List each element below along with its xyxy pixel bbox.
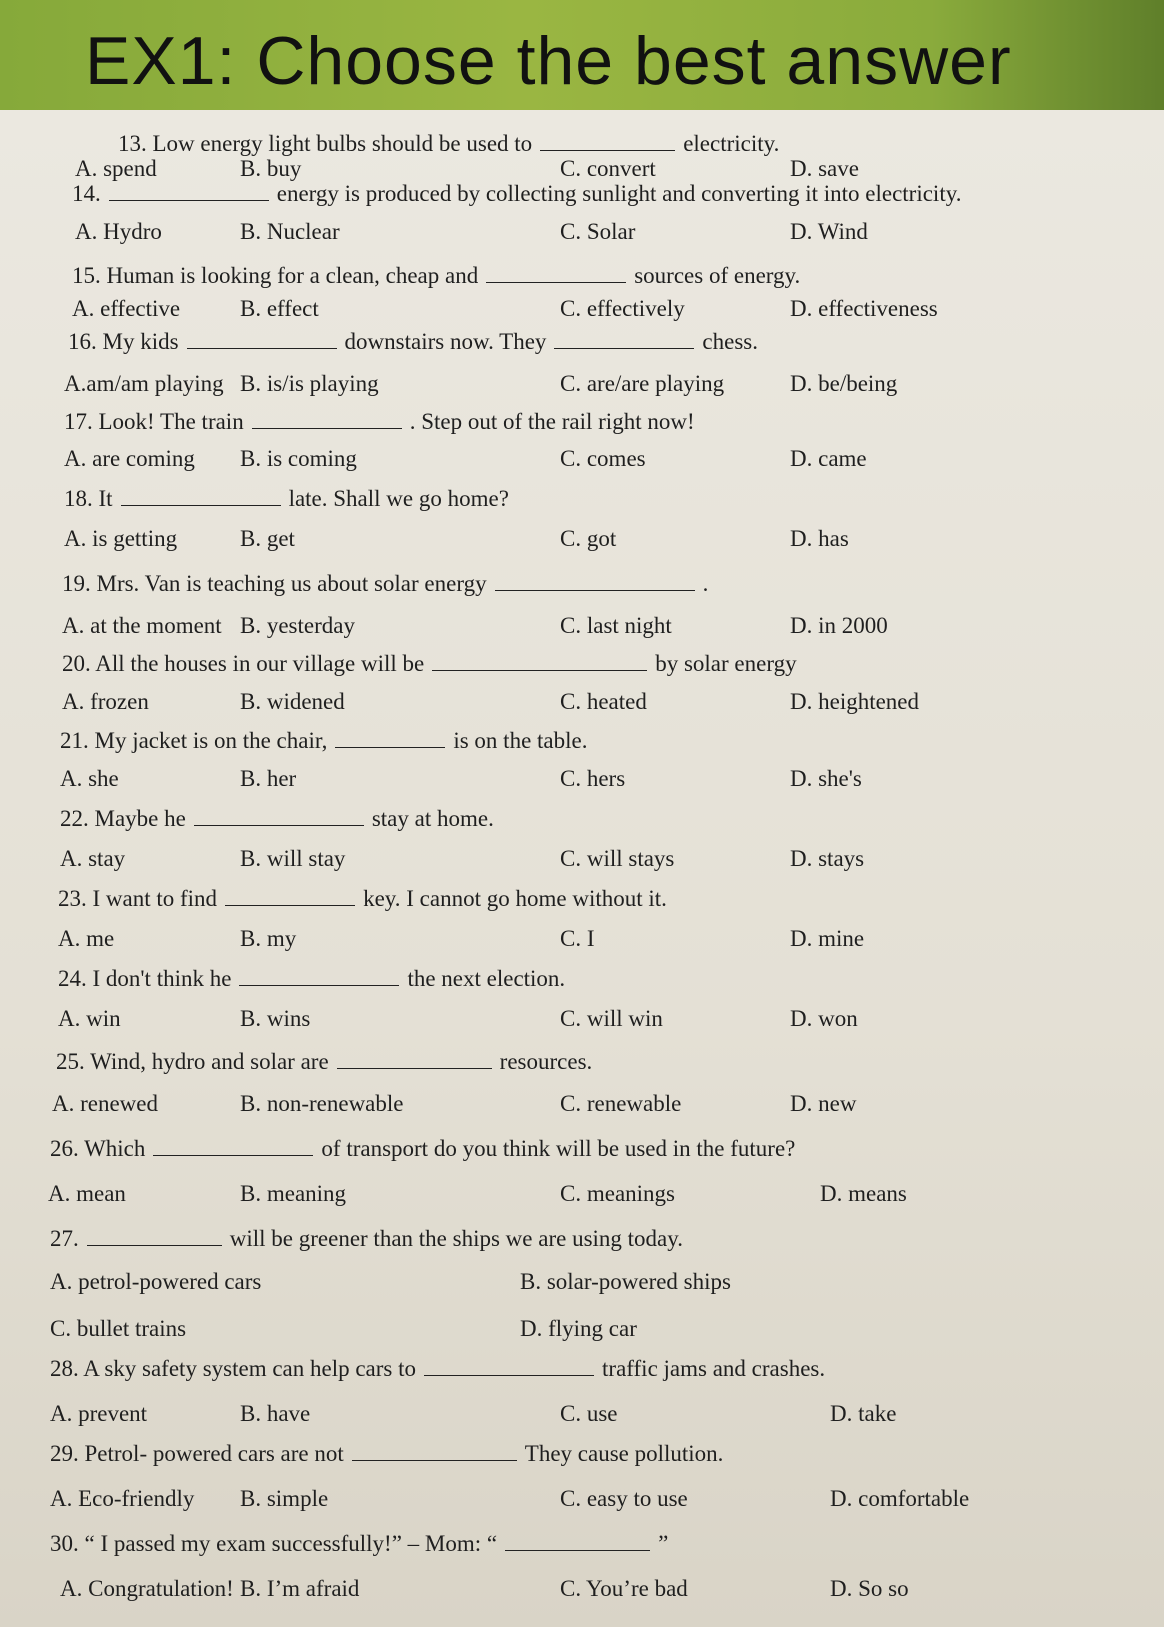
option-23-b[interactable]: B. my: [240, 926, 297, 951]
option-24-c[interactable]: C. will win: [560, 1006, 663, 1031]
answer-blank[interactable]: [121, 485, 281, 506]
question-text-part: . Step out of the rail right now!: [409, 409, 695, 434]
option-17-b[interactable]: B. is coming: [240, 446, 357, 471]
option-13-b[interactable]: B. buy: [240, 156, 302, 181]
option-25-c[interactable]: C. renewable: [560, 1091, 682, 1116]
option-30-d[interactable]: D. So so: [830, 1576, 909, 1601]
question-25-stem: [56, 1048, 592, 1076]
question-text-part: the next election.: [407, 966, 566, 991]
option-29-d[interactable]: D. comfortable: [830, 1486, 970, 1511]
question-21-stem: [60, 727, 587, 755]
option-15-b[interactable]: B. effect: [240, 296, 319, 321]
question-text-part: 30. “ I passed my exam successfully!” – Mom: “: [50, 1531, 498, 1556]
option-28-a[interactable]: A. prevent: [50, 1401, 148, 1426]
option-16-c[interactable]: C. are/are playing: [560, 371, 725, 396]
question-text-part: resources.: [499, 1049, 593, 1074]
option-26-d[interactable]: D. means: [820, 1181, 907, 1206]
option-20-b[interactable]: B. widened: [240, 689, 345, 714]
answer-blank[interactable]: [335, 727, 445, 748]
question-text-part: 26. Which: [50, 1136, 146, 1161]
answer-blank[interactable]: [505, 1530, 650, 1551]
option-21-c[interactable]: C. hers: [560, 766, 626, 791]
option-26-c[interactable]: C. meanings: [560, 1181, 675, 1206]
option-16-d[interactable]: D. be/being: [790, 371, 898, 396]
option-23-c[interactable]: C. I: [560, 926, 595, 951]
answer-blank[interactable]: [554, 328, 694, 349]
answer-blank[interactable]: [194, 805, 364, 826]
option-22-b[interactable]: B. will stay: [240, 846, 346, 871]
answer-blank[interactable]: [153, 1135, 313, 1156]
question-text-part: They cause pollution.: [524, 1441, 724, 1466]
option-14-d[interactable]: D. Wind: [790, 219, 868, 244]
question-16-stem: [68, 328, 758, 356]
question-text-part: traffic jams and crashes.: [602, 1356, 826, 1381]
question-19-stem: [62, 570, 708, 598]
option-16-a[interactable]: A.am/am playing: [64, 371, 224, 396]
option-25-d[interactable]: D. new: [790, 1091, 857, 1116]
option-24-a[interactable]: A. win: [58, 1006, 121, 1031]
answer-blank[interactable]: [225, 885, 355, 906]
option-19-c[interactable]: C. last night: [560, 613, 672, 638]
question-text-part: of transport do you think will be used in the future?: [321, 1136, 796, 1161]
question-text-part: 13. Low energy light bulbs should be used to: [118, 131, 533, 156]
question-30-stem: [50, 1530, 668, 1558]
answer-blank[interactable]: [352, 1440, 517, 1461]
question-text-part: 22. Maybe he: [60, 806, 186, 831]
question-text-part: ”: [658, 1531, 669, 1556]
option-25-a[interactable]: A. renewed: [52, 1091, 159, 1116]
question-13-stem: [118, 130, 779, 158]
question-26-stem: [50, 1135, 795, 1163]
option-29-c[interactable]: C. easy to use: [560, 1486, 688, 1511]
question-text-part: 23. I want to find: [58, 886, 218, 911]
option-26-a[interactable]: A. mean: [48, 1181, 126, 1206]
question-text-part: 17. Look! The train: [64, 409, 244, 434]
question-28-stem: [50, 1355, 825, 1383]
question-22-stem: [60, 805, 494, 833]
option-15-c[interactable]: C. effectively: [560, 296, 685, 321]
option-30-b[interactable]: B. I’m afraid: [240, 1576, 360, 1601]
question-18-stem: [64, 485, 509, 513]
option-24-b[interactable]: B. wins: [240, 1006, 311, 1031]
question-text-part: 29. Petrol- powered cars are not: [50, 1441, 344, 1466]
option-14-c[interactable]: C. Solar: [560, 219, 636, 244]
option-25-b[interactable]: B. non-renewable: [240, 1091, 404, 1116]
option-30-c[interactable]: C. You’re bad: [560, 1576, 688, 1601]
question-14-stem: [72, 180, 961, 208]
option-19-d[interactable]: D. in 2000: [790, 613, 888, 638]
option-18-d[interactable]: D. has: [790, 526, 849, 551]
question-text-part: 18. It: [64, 486, 113, 511]
question-text-part: 28. A sky safety system can help cars to: [50, 1356, 417, 1381]
option-14-b[interactable]: B. Nuclear: [240, 219, 340, 244]
option-15-a[interactable]: A. effective: [72, 296, 181, 321]
question-text-part: chess.: [702, 329, 758, 354]
option-13-a[interactable]: A. spend: [75, 156, 157, 181]
question-text-part: 21. My jacket is on the chair,: [60, 728, 328, 753]
option-27-d[interactable]: D. flying car: [520, 1316, 637, 1341]
option-19-b[interactable]: B. yesterday: [240, 613, 355, 638]
option-18-c[interactable]: C. got: [560, 526, 617, 551]
question-text-part: sources of energy.: [634, 263, 801, 288]
question-27-stem: [50, 1225, 683, 1253]
option-17-a[interactable]: A. are coming: [64, 446, 195, 471]
option-29-b[interactable]: B. simple: [240, 1486, 329, 1511]
answer-blank[interactable]: [109, 180, 269, 201]
option-22-a[interactable]: A. stay: [60, 846, 126, 871]
answer-blank[interactable]: [486, 262, 626, 283]
question-24-stem: [58, 965, 565, 993]
question-text-part: is on the table.: [453, 728, 588, 753]
option-27-c[interactable]: C. bullet trains: [50, 1316, 187, 1341]
question-text-part: 19. Mrs. Van is teaching us about solar energy: [62, 571, 487, 596]
option-20-d[interactable]: D. heightened: [790, 689, 920, 714]
question-23-stem: [58, 885, 667, 913]
question-text-part: key. I cannot go home without it.: [363, 886, 667, 911]
question-text-part: downstairs now. They: [344, 329, 547, 354]
option-20-c[interactable]: C. heated: [560, 689, 647, 714]
option-28-b[interactable]: B. have: [240, 1401, 311, 1426]
option-26-b[interactable]: B. meaning: [240, 1181, 347, 1206]
option-21-b[interactable]: B. her: [240, 766, 297, 791]
question-text-part: energy is produced by collecting sunlight and converting it into electricity.: [276, 181, 962, 206]
question-text-part: stay at home.: [371, 806, 494, 831]
answer-blank[interactable]: [239, 965, 399, 986]
page-title: EX1: Choose the best answer: [85, 23, 1012, 99]
option-19-a[interactable]: A. at the moment: [62, 613, 222, 638]
option-28-c[interactable]: C. use: [560, 1401, 618, 1426]
option-13-c[interactable]: C. convert: [560, 156, 656, 181]
option-22-d[interactable]: D. stays: [790, 846, 865, 871]
option-20-a[interactable]: A. frozen: [62, 689, 149, 714]
option-23-a[interactable]: A. me: [58, 926, 115, 951]
question-text-part: 25. Wind, hydro and solar are: [56, 1049, 329, 1074]
question-text-part: 20. All the houses in our village will be: [62, 651, 425, 676]
option-15-d[interactable]: D. effectiveness: [790, 296, 938, 321]
option-29-a[interactable]: A. Eco-friendly: [50, 1486, 195, 1511]
answer-blank[interactable]: [337, 1048, 492, 1069]
question-17-stem: [64, 408, 695, 436]
option-23-d[interactable]: D. mine: [790, 926, 865, 951]
option-14-a[interactable]: A. Hydro: [75, 219, 162, 244]
question-15-stem: [72, 262, 800, 290]
question-20-stem: [62, 650, 797, 678]
question-text-part: will be greener than the ships we are using today.: [229, 1226, 684, 1251]
question-29-stem: [50, 1440, 723, 1468]
option-21-d[interactable]: D. she's: [790, 766, 862, 791]
question-text-part: by solar energy: [655, 651, 797, 676]
option-18-a[interactable]: A. is getting: [64, 526, 178, 551]
option-13-d[interactable]: D. save: [790, 156, 859, 181]
question-text-part: 24. I don't think he: [58, 966, 232, 991]
option-27-a[interactable]: A. petrol-powered cars: [50, 1269, 262, 1294]
question-text-part: .: [702, 571, 709, 596]
question-text-part: 27.: [50, 1226, 79, 1251]
option-17-d[interactable]: D. came: [790, 446, 867, 471]
question-text-part: 14.: [72, 181, 101, 206]
answer-blank[interactable]: [495, 570, 695, 591]
option-22-c[interactable]: C. will stays: [560, 846, 675, 871]
answer-blank[interactable]: [432, 650, 647, 671]
option-16-b[interactable]: B. is/is playing: [240, 371, 379, 396]
answer-blank[interactable]: [187, 328, 337, 349]
question-text-part: 15. Human is looking for a clean, cheap and: [72, 263, 479, 288]
option-21-a[interactable]: A. she: [60, 766, 119, 791]
answer-blank[interactable]: [424, 1355, 594, 1376]
question-text-part: 16. My kids: [68, 329, 179, 354]
question-text-part: electricity.: [683, 131, 780, 156]
answer-blank[interactable]: [252, 408, 402, 429]
option-27-b[interactable]: B. solar-powered ships: [520, 1269, 731, 1294]
answer-blank[interactable]: [540, 130, 675, 151]
question-text-part: late. Shall we go home?: [288, 486, 509, 511]
option-18-b[interactable]: B. get: [240, 526, 295, 551]
option-24-d[interactable]: D. won: [790, 1006, 858, 1031]
option-28-d[interactable]: D. take: [830, 1401, 897, 1426]
answer-blank[interactable]: [87, 1225, 222, 1246]
option-17-c[interactable]: C. comes: [560, 446, 646, 471]
option-30-a[interactable]: A. Congratulation!: [60, 1576, 234, 1601]
